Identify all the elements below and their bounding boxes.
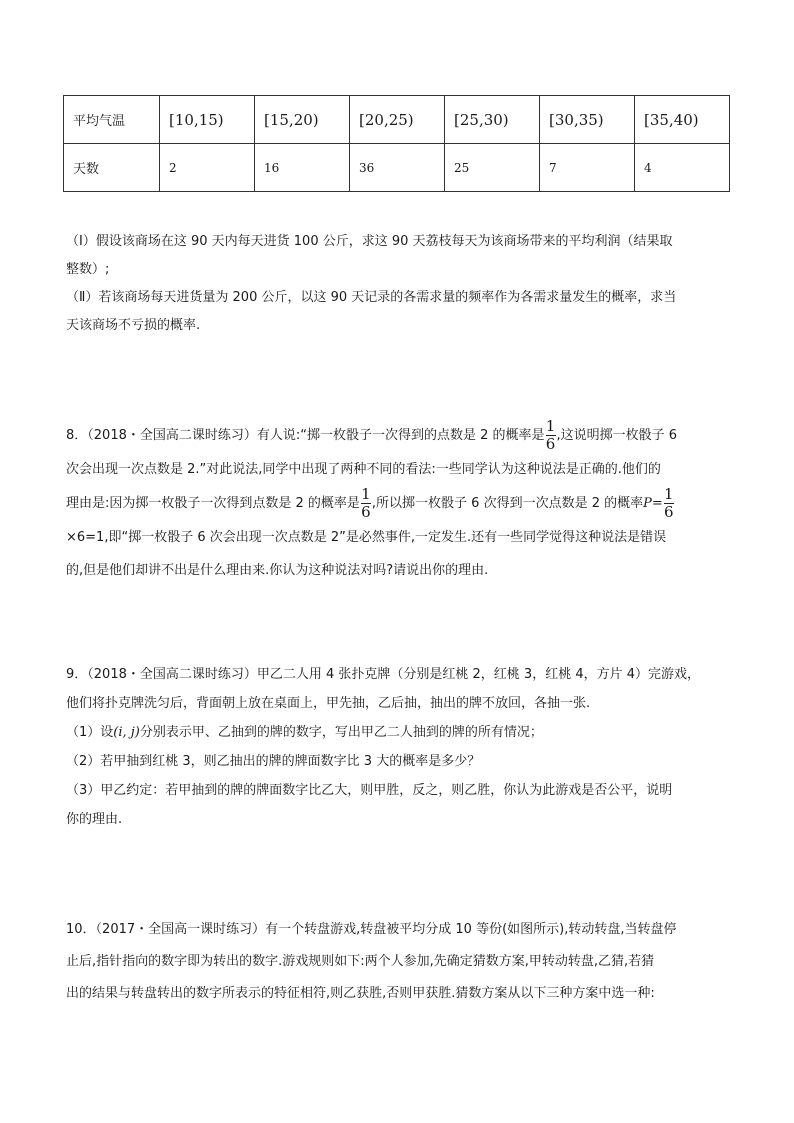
fraction-denominator: 6 <box>664 503 674 521</box>
q8-line5: 的,但是他们却讲不出是什么理由来.你认为这种说法对吗?请说出你的理由. <box>66 563 489 578</box>
table-cell: [25,30) <box>445 96 540 144</box>
q8-line4: ×6=1,即“掷一枚骰子 6 次会出现一次点数是 2”是必然事件,一定发生.还有一些同学觉得这种说法是错误 <box>66 530 667 545</box>
question-9 <box>66 660 730 834</box>
table-cell: 7 <box>540 144 635 192</box>
fraction-one-sixth <box>361 486 371 521</box>
q9-line3-text-a: （1）设 <box>66 725 114 740</box>
q9-line6: 你的理由. <box>66 812 123 827</box>
q9-line5: （3）甲乙约定：若甲抽到的牌的牌面数字比乙大，则甲胜，反之，则乙胜，你认为此游戏是否公平，说明 <box>66 783 673 798</box>
fraction-numerator: 1 <box>545 417 556 435</box>
q9-math-ij: (i, j) <box>113 725 140 740</box>
question-7-parts <box>66 228 730 340</box>
table-cell: [15,20) <box>255 96 350 144</box>
table-cell: [30,35) <box>540 96 635 144</box>
q7-part1-line2: 整数）; <box>66 262 110 277</box>
table-cell: [10,15) <box>160 96 255 144</box>
table-cell: 25 <box>445 144 540 192</box>
table-cell: 36 <box>350 144 445 192</box>
table-cell: [35,40) <box>635 96 730 144</box>
fraction-denominator: 6 <box>361 503 371 521</box>
row-header-temperature: 平均气温 <box>64 96 160 144</box>
q7-part2-line2: 天该商场不亏损的概率. <box>66 318 201 333</box>
q8-line1 <box>66 418 730 453</box>
q8-line1-text-b: ,这说明掷一枚骰子 6 <box>556 428 678 443</box>
table-cell: 4 <box>635 144 730 192</box>
q9-line3 <box>66 718 730 747</box>
q9-line4: （2）若甲抽到红桃 3，则乙抽出的牌的牌面数字比 3 大的概率是多少？ <box>66 754 481 769</box>
fraction-numerator: 1 <box>361 485 371 503</box>
question-10 <box>66 914 730 1010</box>
q7-part2-line1: （Ⅱ）若该商场每天进货量为 200 公斤，以这 90 天记录的各需求量的频率作为各需求量发生的概率，求当 <box>66 290 677 305</box>
temperature-table <box>63 95 730 192</box>
q9-line1: 9．（2018・全国高二课时练习）甲乙二人用 4 张扑克牌（分别是红桃 2，红桃 3，红桃 4，方片 4）完游戏， <box>66 667 701 682</box>
q8-line3-text-a: 理由是:因为掷一枚骰子一次得到点数是 2 的概率是 <box>66 496 360 511</box>
q7-part1-line1: （Ⅰ）假设该商场在这 90 天内每天进货 100 公斤，求这 90 天荔枝每天为该商场带来的平均利润（结果取 <box>66 234 673 249</box>
q8-line3 <box>66 486 730 521</box>
q10-line2: 止后,指针指向的数字即为转出的数字.游戏规则如下:两个人参加,先确定猜数方案,甲转动转盘,乙猜,若猜 <box>66 954 655 969</box>
probability-symbol: P= <box>643 496 663 511</box>
fraction-one-sixth <box>546 418 556 453</box>
table-row <box>64 96 730 144</box>
fraction-numerator: 1 <box>664 485 674 503</box>
table-cell: [20,25) <box>350 96 445 144</box>
q10-line3: 出的结果与转盘转出的数字所表示的特征相符,则乙获胜,否则甲获胜.猜数方案从以下三种方案中选一种: <box>66 986 655 1001</box>
table-cell: 2 <box>160 144 255 192</box>
q8-line3-text-b: ,所以掷一枚骰子 6 次得到一次点数是 2 的概率 <box>371 496 644 511</box>
q8-line2: 次会出现一次点数是 2.”对此说法,同学中出现了两种不同的看法:一些同学认为这种说法是正确的.他们的 <box>66 462 661 477</box>
question-8 <box>66 418 730 587</box>
fraction-one-sixth <box>664 486 674 521</box>
q9-line3-text-b: 分别表示甲、乙抽到的牌的数字，写出甲乙二人抽到的牌的所有情况； <box>139 725 543 740</box>
table-cell: 16 <box>255 144 350 192</box>
row-header-days: 天数 <box>64 144 160 192</box>
q10-line1: 10．（2017・全国高一课时练习）有一个转盘游戏,转盘被平均分成 10 等份(如图所示),转动转盘,当转盘停 <box>66 922 677 937</box>
q9-line2: 他们将扑克牌洗匀后，背面朝上放在桌面上，甲先抽，乙后抽，抽出的牌不放回，各抽一张. <box>66 696 591 711</box>
fraction-denominator: 6 <box>545 435 556 453</box>
q8-line1-text-a: 8．（2018・全国高二课时练习）有人说:“掷一枚骰子一次得到的点数是 2 的概率是 <box>66 428 545 443</box>
table-row <box>64 144 730 192</box>
